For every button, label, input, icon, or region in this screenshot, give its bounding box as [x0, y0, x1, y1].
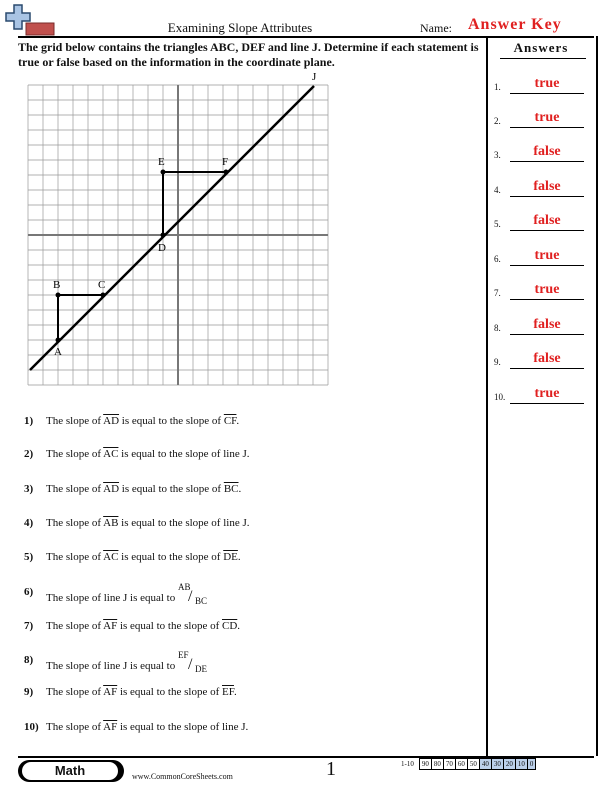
- answer-value: true: [534, 110, 560, 125]
- coordinate-grid: [18, 68, 348, 388]
- answers-title: Answers: [513, 40, 569, 55]
- answer-key-label: Answer Key: [468, 16, 562, 33]
- answer-line: [510, 93, 584, 94]
- line-j-label: J: [312, 71, 317, 83]
- page-number: 1: [326, 758, 336, 780]
- question-1: 1) The slope of $\overline{AD}$ is equal to the slope of $\overline{CF}$.: [24, 415, 240, 427]
- segment: $\overline{AB}$: [103, 517, 119, 529]
- svg-text:D: D: [158, 242, 166, 254]
- answer-number: 8.: [494, 323, 501, 333]
- score-cell: 30: [491, 758, 504, 770]
- answer-row: [494, 177, 588, 197]
- question-7: 7) The slope of $\overline{AF}$ is equal to the slope of $\overline{CD}$.: [24, 620, 241, 632]
- answer-value: false: [533, 179, 561, 194]
- question-number: 5): [24, 551, 34, 563]
- answer-value: true: [534, 386, 560, 401]
- answer-number: 1.: [494, 82, 501, 92]
- answer-number: 3.: [494, 150, 501, 160]
- score-cell: 20: [503, 758, 516, 770]
- answer-row: [494, 384, 588, 404]
- answer-number: 4.: [494, 185, 501, 195]
- question-number: 3): [24, 483, 34, 495]
- segment: $\overline{AF}$: [103, 620, 118, 632]
- answer-number: 2.: [494, 116, 501, 126]
- score-cell: 70: [443, 758, 456, 770]
- segment: $\overline{AC}$: [103, 448, 119, 460]
- score-label: 1-10: [401, 760, 414, 768]
- question-8: 8) The slope of line J is equal to EF / DE: [24, 654, 474, 674]
- answer-row: [494, 211, 588, 231]
- answer-number: 10.: [494, 392, 506, 402]
- score-cell: 90: [419, 758, 432, 770]
- answer-value: true: [534, 282, 560, 297]
- segment: $\overline{EF}$: [222, 686, 234, 698]
- answer-line: [510, 127, 584, 128]
- instructions: The grid below contains the triangles ABC, DEF and line J. Determine if each statement is true or false based on the information in the coordinate plane.: [18, 40, 479, 69]
- answer-number: 7.: [494, 288, 501, 298]
- answer-line: [510, 403, 584, 404]
- question-9: 9) The slope of $\overline{AF}$ is equal to the slope of $\overline{EF}$.: [24, 686, 237, 698]
- answer-value: true: [534, 76, 560, 91]
- segment: $\overline{CF}$: [223, 415, 237, 427]
- answer-row: [494, 142, 588, 162]
- site-url: www.CommonCoreSheets.com: [132, 772, 233, 781]
- svg-text:F: F: [222, 156, 229, 168]
- answer-row: [494, 280, 588, 300]
- segment: $\overline{AF}$: [103, 686, 118, 698]
- answer-number: 6.: [494, 254, 501, 264]
- question-6: 6) The slope of line J is equal to AB / BC: [24, 586, 474, 606]
- svg-text:C: C: [98, 279, 106, 291]
- segment: $\overline{AD}$: [103, 415, 120, 427]
- answer-value: false: [533, 317, 561, 332]
- question-number: 6): [24, 586, 34, 598]
- answer-line: [510, 161, 584, 162]
- answer-line: [510, 299, 584, 300]
- question-number: 9): [24, 686, 34, 698]
- answer-value: false: [533, 351, 561, 366]
- answer-row: [494, 74, 588, 94]
- answer-line: [510, 334, 584, 335]
- segment: $\overline{CD}$: [222, 620, 238, 632]
- question-10: 10) The slope of $\overline{AF}$ is equal to the slope of line J.: [24, 721, 249, 733]
- triangle-abc-legs: [58, 295, 103, 340]
- triangle-def-legs: [163, 172, 226, 235]
- svg-text:B: B: [53, 279, 61, 291]
- answer-row: [494, 349, 588, 369]
- question-5: 5) The slope of $\overline{AC}$ is equal to the slope of $\overline{DE}$.: [24, 551, 241, 563]
- answer-line: [510, 230, 584, 231]
- segment: $\overline{AD}$: [103, 483, 120, 495]
- segment: $\overline{BC}$: [223, 483, 239, 495]
- score-cell: 80: [431, 758, 444, 770]
- line-j: [30, 86, 314, 370]
- answer-line: [510, 368, 584, 369]
- segment: $\overline{DE}$: [223, 551, 238, 563]
- score-cell: 0: [527, 758, 537, 770]
- segment: $\overline{AF}$: [103, 721, 118, 733]
- point-e: [158, 156, 166, 175]
- page-title: Examining Slope Attributes: [167, 20, 313, 35]
- question-4: 4) The slope of $\overline{AB}$ is equal to the slope of line J.: [24, 517, 250, 529]
- question-number: 10): [24, 721, 39, 733]
- score-cell: 50: [467, 758, 480, 770]
- answer-number: 5.: [494, 219, 501, 229]
- answer-row: [494, 108, 588, 128]
- answer-line: [510, 265, 584, 266]
- svg-text:A: A: [54, 346, 62, 358]
- fraction: AB / BC: [177, 582, 207, 606]
- score-cell: 10: [515, 758, 528, 770]
- score-table: [400, 758, 536, 770]
- answers-title-underline: [500, 58, 586, 59]
- score-cell: 40: [479, 758, 492, 770]
- question-number: 7): [24, 620, 34, 632]
- math-badge-label: Math: [22, 762, 118, 780]
- question-3: 3) The slope of $\overline{AD}$ is equal to the slope of $\overline{BC}$.: [24, 483, 242, 495]
- segment: $\overline{AC}$: [103, 551, 119, 563]
- question-number: 1): [24, 415, 34, 427]
- answer-row: [494, 246, 588, 266]
- answer-value: true: [534, 248, 560, 263]
- name-label: Name:: [420, 21, 452, 35]
- answer-row: [494, 315, 588, 335]
- score-cell: 60: [455, 758, 468, 770]
- fraction: EF / DE: [177, 650, 207, 674]
- answer-line: [510, 196, 584, 197]
- answer-value: false: [533, 213, 561, 228]
- answer-number: 9.: [494, 357, 501, 367]
- answer-value: false: [533, 144, 561, 159]
- question-number: 2): [24, 448, 34, 460]
- question-number: 4): [24, 517, 34, 529]
- svg-text:E: E: [158, 156, 165, 168]
- question-2: 2) The slope of $\overline{AC}$ is equal to the slope of line J.: [24, 448, 250, 460]
- question-number: 8): [24, 654, 34, 666]
